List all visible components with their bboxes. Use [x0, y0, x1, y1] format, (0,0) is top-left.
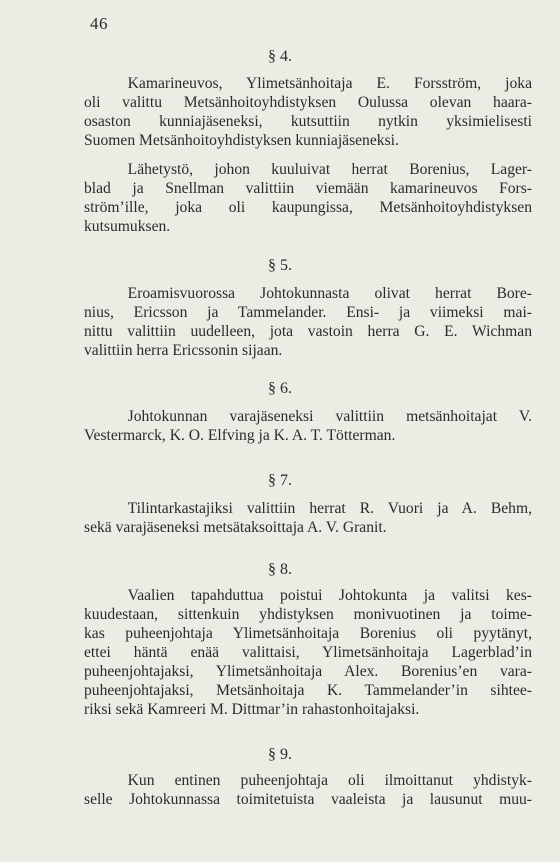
text-line: ettei häntä enää valittaisi, Ylimetsänhoitaja Lagerblad’in [84, 644, 532, 661]
text-line: Kun entinen puheenjohtaja oli ilmoittanut yhdistyk- [127, 772, 532, 789]
section-heading: § 7. [268, 472, 292, 489]
text-line: blad ja Snellman valittiin viemään kamarineuvos Fors- [84, 180, 532, 197]
paragraph [84, 160, 532, 236]
text-line: sekä varajäseneksi metsätaksoittaja A. V. Granit. [84, 519, 387, 536]
text-line: kutsumuksen. [84, 218, 171, 235]
section-heading: § 6. [268, 380, 292, 397]
paragraph [84, 771, 532, 809]
text-line: osaston kunniajäseneksi, kutsuttiin nytkin yksimielisesti [84, 113, 532, 130]
text-line: selle Johtokunnassa toimitetuista vaaleista ja lausunut muu- [84, 791, 532, 808]
text-line: ström’ille, joka oli kaupungissa, Metsänhoitoyhdistyksen [84, 199, 532, 216]
text-line: valittiin herra Ericssonin sijaan. [84, 342, 283, 359]
text-line: Suomen Metsänhoitoyhdistyksen kunniajäseneksi. [84, 132, 399, 149]
section-heading: § 4. [268, 48, 292, 65]
section-heading: § 5. [268, 257, 292, 274]
text-line: Eroamisvuorossa Johtokunnasta olivat herrat Bore- [127, 285, 532, 302]
page-number: 46 [90, 14, 108, 33]
section-heading: § 8. [268, 561, 292, 578]
text-line: Vestermarck, K. O. Elfving ja K. A. T. Tötterman. [84, 427, 396, 444]
text-line: puheenjohtajaksi, Metsänhoitaja K. Tammelander’in sihtee- [84, 682, 532, 699]
paragraph [84, 407, 532, 445]
paragraph [84, 586, 532, 719]
text-line: oli valittu Metsänhoitoyhdistyksen Oulussa olevan haara- [84, 94, 532, 111]
text-line: Lähetystö, johon kuuluivat herrat Borenius, Lager- [127, 161, 532, 178]
text-line: kas puheenjohtaja Ylimetsänhoitaja Borenius oli pyytänyt, [84, 625, 532, 642]
section-heading: § 9. [268, 746, 292, 763]
text-line: Johtokunnan varajäseneksi valittiin metsänhoitajat V. [127, 408, 532, 425]
paragraph [84, 74, 532, 150]
text-line: kuudestaan, sittenkuin yhdistyksen monivuotinen ja toime- [84, 606, 532, 623]
text-line: puheenjohtajaksi, Ylimetsänhoitaja Alex. Borenius’en vara- [84, 663, 532, 680]
text-line: nittu valittiin uudelleen, jota vastoin herra G. E. Wichman [84, 323, 532, 340]
text-line: Vaalien tapahduttua poistui Johtokunta ja valitsi kes- [127, 587, 532, 604]
paragraph [84, 284, 532, 360]
text-line: nius, Ericsson ja Tammelander. Ensi- ja viimeksi mai- [84, 304, 532, 321]
text-line: Kamarineuvos, Ylimetsänhoitaja E. Forsström, joka [127, 75, 532, 92]
text-line: riksi sekä Kamreeri M. Dittmar’in rahastonhoitajaksi. [84, 701, 420, 718]
paragraph [84, 499, 532, 537]
text-line: Tilintarkastajiksi valittiin herrat R. Vuori ja A. Behm, [127, 500, 532, 517]
